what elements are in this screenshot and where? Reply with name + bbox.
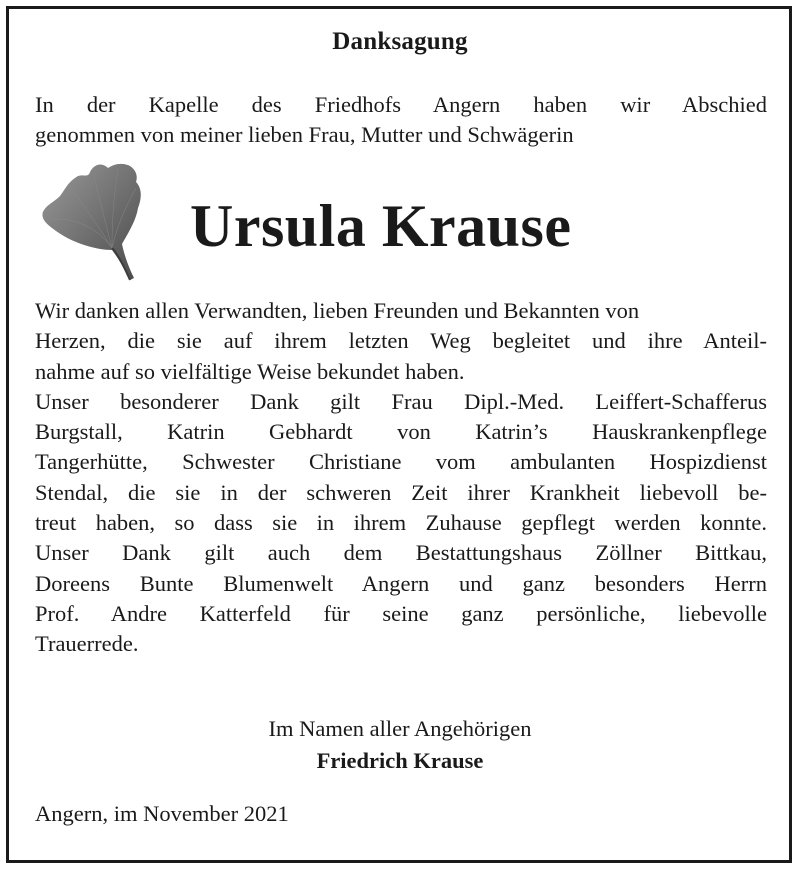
ginkgo-leaf-icon bbox=[38, 158, 148, 288]
body-line: Tangerhütte, Schwester Christiane vom ambulanten Hospizdienst bbox=[35, 449, 767, 475]
body-line: Prof. Andre Katterfeld für seine ganz persönliche, liebevolle bbox=[35, 600, 767, 626]
thanks-paragraph bbox=[35, 296, 767, 660]
body-line: Herzen, die sie auf ihrem letzten Weg begleitet und ihre Anteil- bbox=[35, 328, 767, 354]
body-line: Unser besonderer Dank gilt Frau Dipl.-Med. Leiffert-Schafferus bbox=[35, 388, 767, 414]
intro-paragraph bbox=[35, 90, 767, 151]
intro-line: In der Kapelle des Friedhofs Angern haben wir Abschied bbox=[35, 92, 767, 117]
body-line: nahme auf so vielfältige Weise bekundet haben. bbox=[35, 358, 465, 384]
body-line: Unser Dank gilt auch dem Bestattungshaus Zöllner Bittkau, bbox=[35, 540, 767, 566]
body-line: treut haben, so dass sie in ihrem Zuhause gepflegt werden konnte. bbox=[35, 510, 767, 536]
body-line: Burgstall, Katrin Gebhardt von Katrin’s Hauskrankenpflege bbox=[35, 419, 767, 445]
body-line: Stendal, die sie in der schweren Zeit ihrer Krankheit liebevoll be- bbox=[35, 479, 767, 505]
deceased-name: Ursula Krause bbox=[190, 193, 572, 259]
intro-line: genommen von meiner lieben Frau, Mutter und Schwägerin bbox=[35, 122, 574, 148]
body-line: Wir danken allen Verwandten, lieben Freunden und Bekannten von bbox=[35, 298, 640, 323]
place-date: Angern, im November 2021 bbox=[35, 801, 289, 826]
closing-block bbox=[0, 713, 800, 777]
signer-name: Friedrich Krause bbox=[316, 748, 484, 773]
body-line: Doreens Bunte Blumenwelt Angern und ganz besonders Herrn bbox=[35, 570, 767, 596]
body-line: Trauerrede. bbox=[35, 631, 139, 657]
closing-line: Im Namen aller Angehörigen bbox=[268, 716, 532, 741]
notice-heading: Danksagung bbox=[332, 28, 468, 55]
